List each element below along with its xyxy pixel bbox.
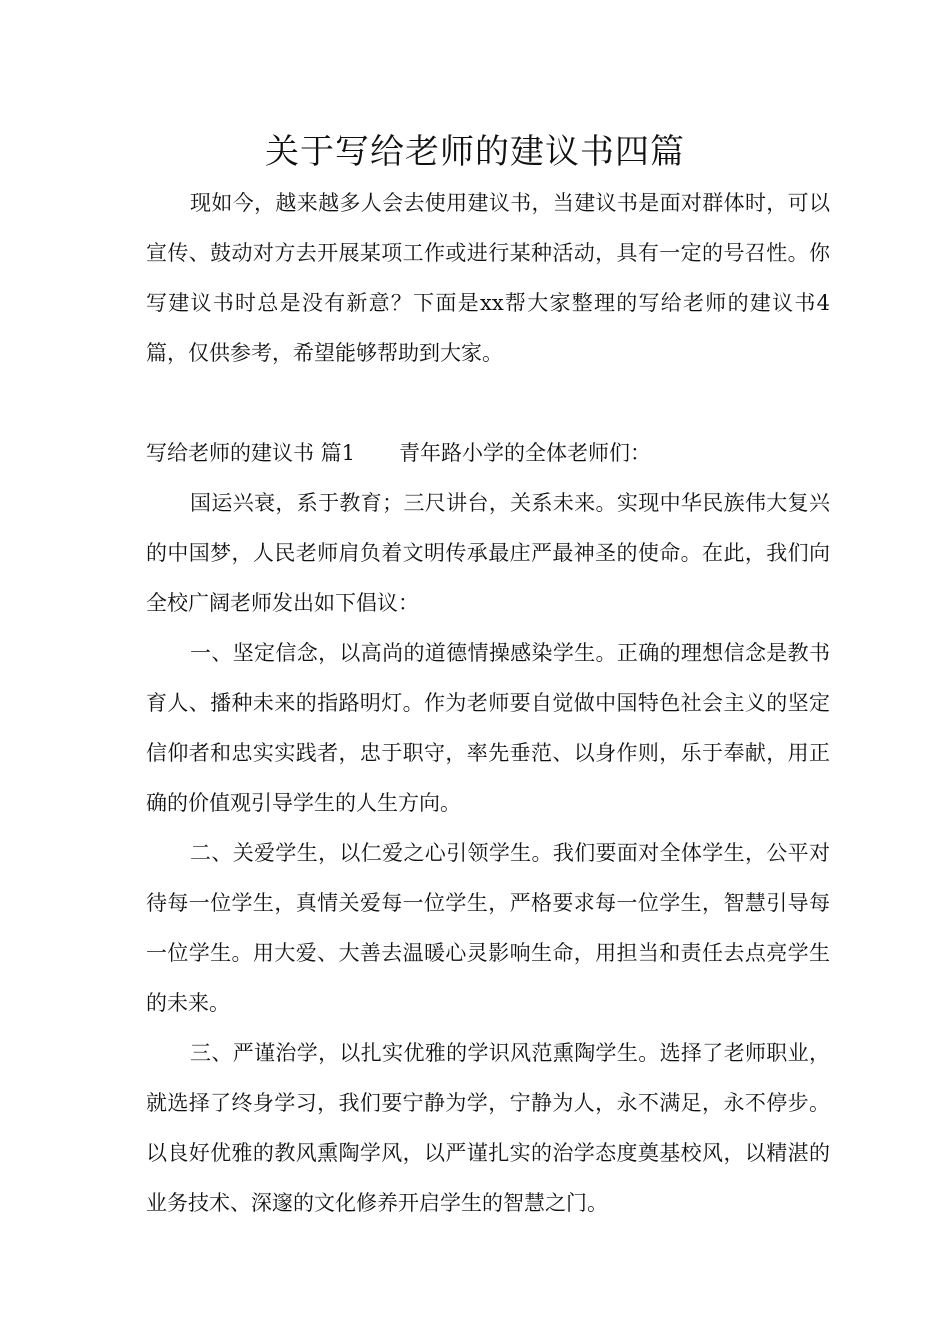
intro-paragraph: 现如今，越来越多人会去使用建议书，当建议书是面对群体时，可以宣传、鼓动对方去开展某项工作或进行某种活动，具有一定的号召性。你写建议书时总是没有新意？下面是xx帮大家整理的写给老师的建议书4篇，仅供参考，希望能够帮助到大家。 — [146, 191, 830, 365]
blank-line — [146, 378, 830, 428]
body-paragraph-3: 二、关爱学生，以仁爱之心引领学生。我们要面对全体学生，公平对待每一位学生，真情关爱每一位学生，严格要求每一位学生，智慧引导每一位学生。用大爱、大善去温暖心灵影响生命，用担当和责任去点亮学生的未来。 — [146, 841, 830, 1015]
body-paragraph-2: 一、坚定信念，以高尚的道德情操感染学生。正确的理想信念是教书育人、播种未来的指路明灯。作为老师要自觉做中国特色社会主义的坚定信仰者和忠实实践者，忠于职守，率先垂范、以身作则，乐于奉献，用正确的价值观引导学生的人生方向。 — [146, 641, 830, 815]
section-heading: 写给老师的建议书 篇1 — [146, 441, 356, 465]
section-heading-line — [146, 428, 830, 478]
body-paragraph-1: 国运兴衰，系于教育；三尺讲台，关系未来。实现中华民族伟大复兴的中国梦，人民老师肩负着文明传承最庄严最神圣的使命。在此，我们向全校广阔老师发出如下倡议： — [146, 491, 830, 615]
body-paragraph-4: 三、严谨治学，以扎实优雅的学识风范熏陶学生。选择了老师职业，就选择了终身学习，我们要宁静为学，宁静为人，永不满足，永不停步。以良好优雅的教风熏陶学风，以严谨扎实的治学态度奠基校风，以精湛的业务技术、深邃的文化修养开启学生的智慧之门。 — [146, 1041, 830, 1215]
salutation: 青年路小学的全体老师们： — [399, 441, 652, 465]
document-body — [146, 178, 830, 1228]
document-title: 关于写给老师的建议书四篇 — [265, 132, 685, 172]
